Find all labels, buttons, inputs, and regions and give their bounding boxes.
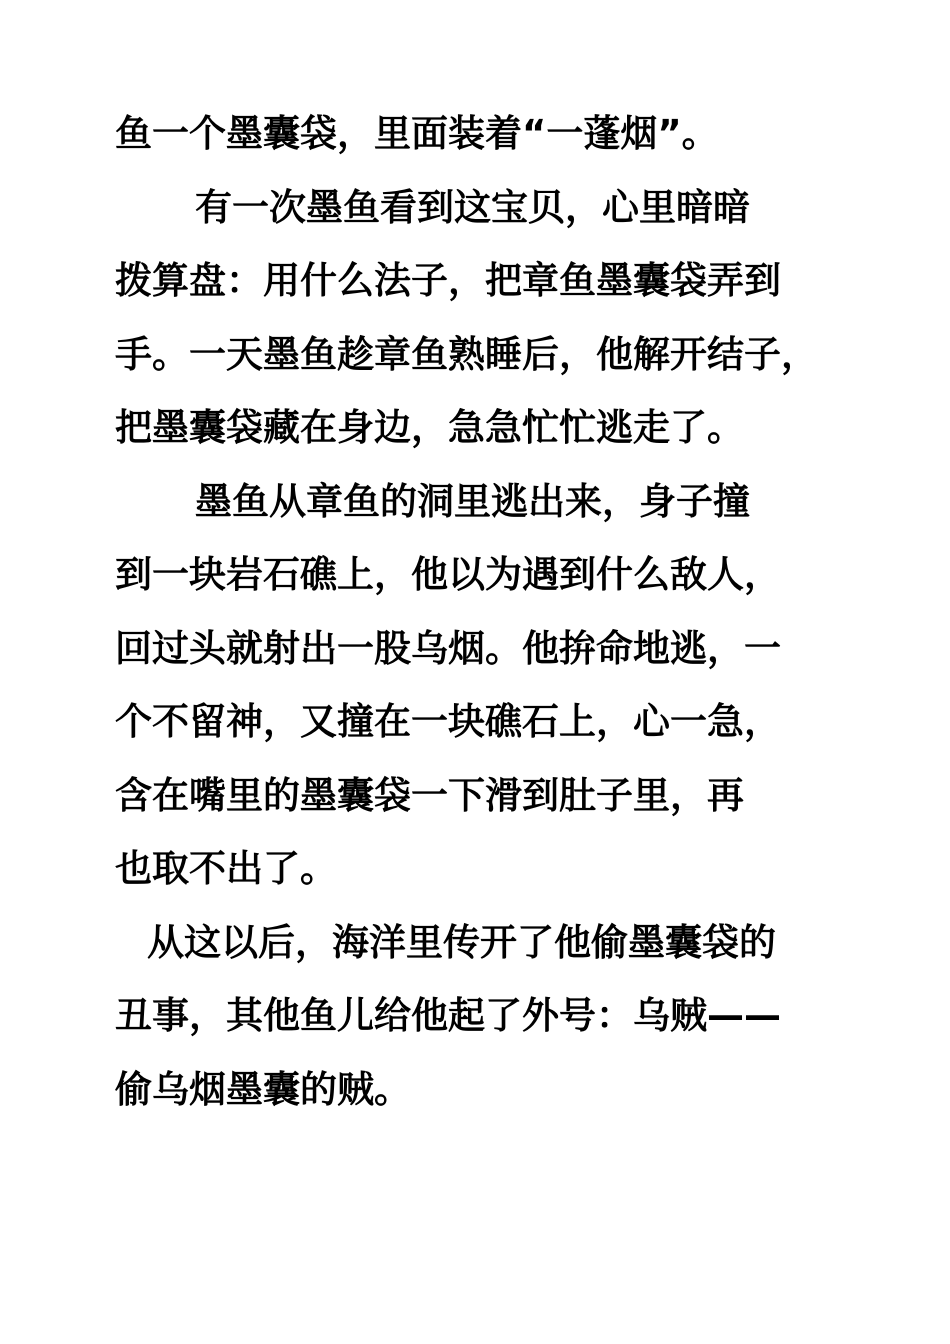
text-line-2: 有一次墨鱼看到这宝贝，心里暗暗	[195, 185, 750, 229]
text-line-3: 拨算盘：用什么法子，把章鱼墨囊袋弄到	[115, 259, 781, 302]
text-line-7: 到一块岩石礁上，他以为遇到什么敌人，	[115, 553, 781, 596]
text-line-13: 丑事，其他鱼儿给他起了外号：乌贼——	[115, 994, 781, 1037]
text-line-1: 鱼一个墨囊袋，里面装着“一蓬烟”。	[115, 112, 719, 155]
text-line-4: 手。一天墨鱼趁章鱼熟睡后，他解开结子，	[115, 332, 818, 376]
text-line-8: 回过头就射出一股乌烟。他拚命地逃，一	[115, 626, 781, 670]
text-line-12: 从这以后，海洋里传开了他偷墨囊袋的	[147, 920, 776, 964]
text-line-14: 偷乌烟墨囊的贼。	[115, 1067, 411, 1111]
text-line-9: 个不留神，又撞在一块礁石上，心一急，	[115, 700, 781, 743]
story-text	[115, 97, 875, 1126]
text-line-5: 把墨囊袋藏在身边，急急忙忙逃走了。	[115, 406, 744, 449]
text-line-10: 含在嘴里的墨囊袋一下滑到肚子里，再	[115, 773, 744, 817]
text-line-6: 墨鱼从章鱼的洞里逃出来，身子撞	[195, 479, 750, 523]
text-line-11: 也取不出了。	[115, 847, 337, 890]
